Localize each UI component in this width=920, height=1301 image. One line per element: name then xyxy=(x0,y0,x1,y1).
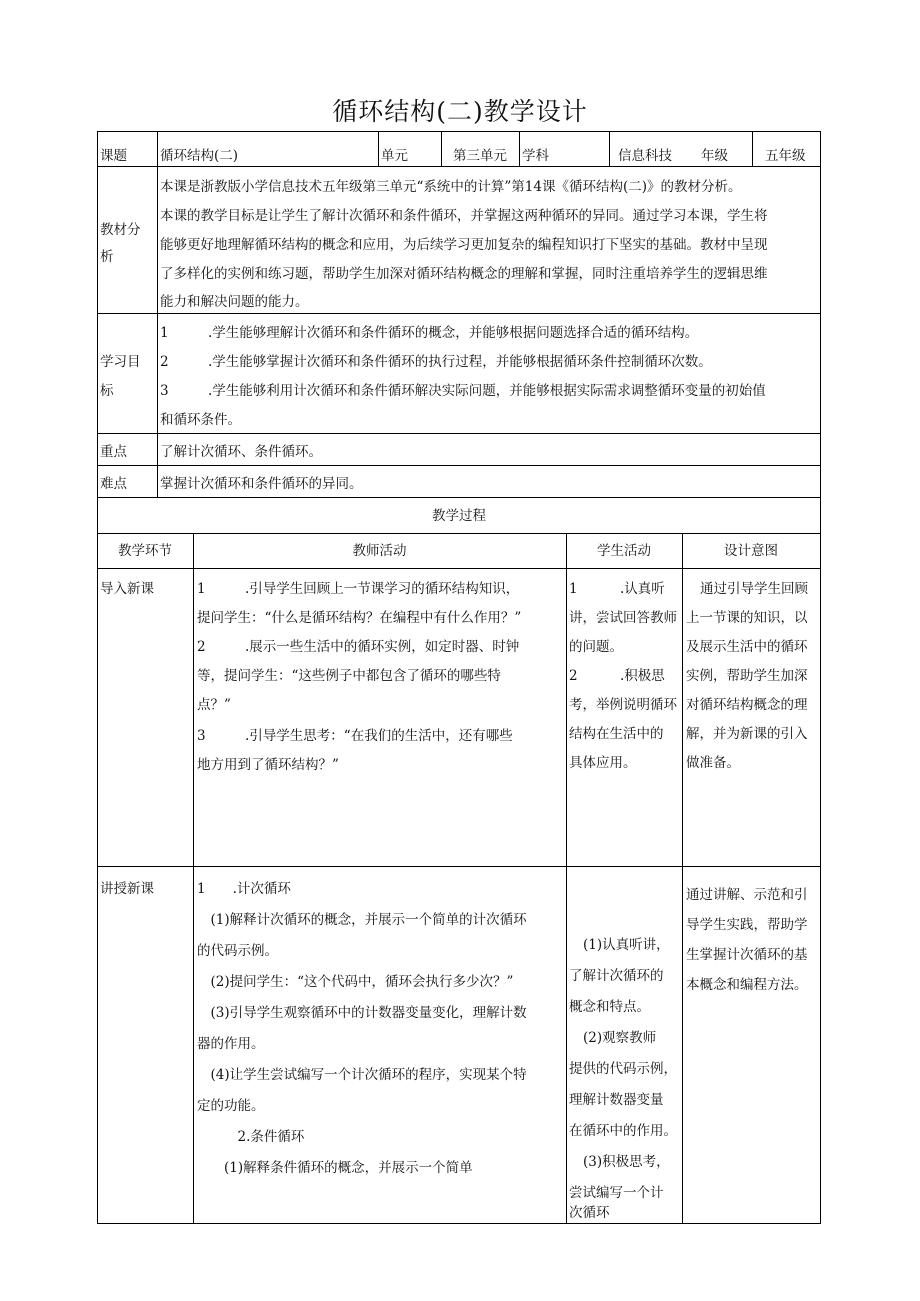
page-title: 循环结构(二)教学设计 xyxy=(332,97,588,126)
label-topic: 课题 xyxy=(100,148,127,164)
teacher-step-number: 2 xyxy=(197,639,206,655)
header-cell-divider xyxy=(752,131,753,167)
student-step-text: 考，举例说明循环 xyxy=(569,697,677,713)
analysis-line: 本课的教学目标是让学生了解计次循环和条件循环，并掌握这两种循环的异同。通过学习本课，学生将 xyxy=(160,208,768,224)
objective-continuation: 和循环条件。 xyxy=(160,412,241,428)
label-unit: 单元 xyxy=(381,148,408,164)
teacher-teach-line: (2)提问学生：“这个代码中，循环会执行多少次？” xyxy=(197,974,514,990)
teacher-teach-line: (4)让学生尝试编写一个计次循环的程序，实现某个特 xyxy=(197,1067,527,1083)
stage-teach: 讲授新课 xyxy=(100,881,154,897)
objective-number: 1 xyxy=(160,325,169,341)
label-objectives: 标 xyxy=(100,383,114,399)
objective-text: .学生能够利用计次循环和条件循环解决实际问题，并能够根据实际需求调整循环变量的初始值 xyxy=(208,383,766,399)
label-subject: 学科 xyxy=(522,148,549,164)
row-divider xyxy=(97,533,821,534)
row-divider xyxy=(97,433,821,434)
header-cell-divider xyxy=(441,131,442,167)
header-cell-divider xyxy=(378,131,379,167)
analysis-line: 了多样化的实例和练习题，帮助学生加深对循环结构概念的理解和掌握，同时注重培养学生的逻辑思维 xyxy=(160,266,768,282)
column-header-teacher: 教师活动 xyxy=(352,543,407,559)
student-step-text: 具体应用。 xyxy=(569,755,637,771)
difficulty-text: 掌握计次循环和条件循环的异同。 xyxy=(160,476,363,492)
objective-text: .学生能够理解计次循环和条件循环的概念，并能够根据问题选择合适的循环结构。 xyxy=(208,325,699,341)
teacher-teach-line: 器的作用。 xyxy=(197,1036,265,1052)
teacher-step-text: 提问学生：“什么是循环结构？在编程中有什么作用？” xyxy=(197,610,522,626)
row-divider xyxy=(97,497,821,498)
student-teach-line: (3)积极思考， xyxy=(583,1154,670,1170)
column-header-intent: 设计意图 xyxy=(724,543,778,559)
student-step-number: 1 xyxy=(569,581,578,597)
column-header-student: 学生活动 xyxy=(597,543,651,559)
grade-value: 五年级 xyxy=(765,148,806,164)
teacher-teach-line: 2.条件循环 xyxy=(197,1129,305,1145)
process-column-divider xyxy=(193,533,194,1224)
student-step-text: 的问题。 xyxy=(569,639,623,655)
student-teach-line: 次循环 xyxy=(569,1205,610,1221)
student-step-text: 结构在生活中的 xyxy=(569,726,664,742)
student-teach-line: (1)认真听讲， xyxy=(583,937,670,953)
table-bottom-border xyxy=(97,1223,821,1224)
label-difficulty: 难点 xyxy=(100,476,127,492)
objective-text: .学生能够掌握计次循环和条件循环的执行过程，并能够根据循环条件控制循环次数。 xyxy=(208,354,712,370)
teacher-teach-line: 的代码示例。 xyxy=(197,943,278,959)
label-analysis: 析 xyxy=(100,249,114,265)
teacher-step-text: 点？” xyxy=(197,697,231,713)
label-key-point: 重点 xyxy=(100,444,127,460)
student-step-text: .积极思 xyxy=(620,668,665,684)
teacher-teach-line: (1)解释条件循环的概念，并展示一个简单 xyxy=(197,1160,473,1176)
objective-number: 2 xyxy=(160,354,169,370)
process-column-divider xyxy=(566,533,567,1224)
table-top-border xyxy=(97,131,821,132)
student-teach-line: 概念和特点。 xyxy=(569,999,650,1015)
analysis-line: 本课是浙教版小学信息技术五年级第三单元“系统中的计算”第14课《循环结构(二)》的教材分析。 xyxy=(160,179,742,195)
teacher-step-text: 等，提问学生：“这些例子中都包含了循环的哪些特 xyxy=(197,668,501,684)
label-column-divider xyxy=(157,131,158,498)
process-title: 教学过程 xyxy=(432,508,486,524)
student-teach-line: 尝试编写一个计 xyxy=(569,1185,664,1201)
teacher-teach-line: (3)引导学生观察循环中的计数器变量变化，理解计数 xyxy=(197,1005,527,1021)
table-left-border xyxy=(97,131,98,1224)
header-cell-divider xyxy=(609,131,610,167)
topic-value: 循环结构(二) xyxy=(160,148,239,164)
student-step-text: .认真听 xyxy=(620,581,665,597)
student-teach-line: 理解计数器变量 xyxy=(569,1092,664,1108)
intent-intro: 通过引导学生回顾上一节课的知识，以及展示生活中的循环实例，帮助学生加深对循环结构概念的理解，并为新课的引入做准备。 xyxy=(686,581,808,771)
stage-intro: 导入新课 xyxy=(100,581,154,597)
row-divider xyxy=(97,568,821,569)
unit-value: 第三单元 xyxy=(453,148,507,164)
row-divider xyxy=(97,313,821,314)
column-header-stage: 教学环节 xyxy=(118,543,172,559)
teacher-step-text: .展示一些生活中的循环实例，如定时器、时钟 xyxy=(245,639,520,655)
teacher-step-text: .引导学生思考：“在我们的生活中，还有哪些 xyxy=(245,728,513,744)
analysis-line: 能够更好地理解循环结构的概念和应用，为后续学习更加复杂的编程知识打下坚实的基础。教材中呈现 xyxy=(160,237,768,253)
teacher-step-number: 1 xyxy=(197,581,206,597)
teacher-teach-line: (1)解释计次循环的概念，并展示一个简单的计次循环 xyxy=(197,912,527,928)
student-step-number: 2 xyxy=(569,668,578,684)
student-teach-line: 了解计次循环的 xyxy=(569,968,664,984)
teacher-teach-line: 1 .计次循环 xyxy=(197,881,291,897)
student-teach-line: (2)观察教师 xyxy=(583,1030,657,1046)
teacher-step-text: 地方用到了循环结构？” xyxy=(197,757,339,773)
label-analysis: 教材分 xyxy=(100,222,141,238)
header-cell-divider xyxy=(519,131,520,167)
subject-value: 信息科技 xyxy=(618,148,672,164)
teacher-step-text: .引导学生回顾上一节课学习的循环结构知识， xyxy=(245,581,520,597)
analysis-line: 能力和解决问题的能力。 xyxy=(160,294,309,310)
student-teach-line: 提供的代码示例， xyxy=(569,1061,677,1077)
key-point-text: 了解计次循环、条件循环。 xyxy=(160,444,322,460)
label-objectives: 学习目 xyxy=(100,354,141,370)
teacher-step-number: 3 xyxy=(197,728,206,744)
row-divider xyxy=(97,166,821,167)
process-column-divider xyxy=(682,533,683,1224)
row-divider xyxy=(97,866,821,867)
table-right-border xyxy=(820,131,821,1224)
teacher-teach-line: 定的功能。 xyxy=(197,1098,265,1114)
row-divider xyxy=(97,465,821,466)
objective-number: 3 xyxy=(160,383,169,399)
student-teach-line: 在循环中的作用。 xyxy=(569,1123,677,1139)
student-step-text: 讲，尝试回答教师 xyxy=(569,610,677,626)
label-grade: 年级 xyxy=(701,148,728,164)
intent-teach: 通过讲解、示范和引导学生实践，帮助学生掌握计次循环的基本概念和编程方法。 xyxy=(686,887,808,993)
